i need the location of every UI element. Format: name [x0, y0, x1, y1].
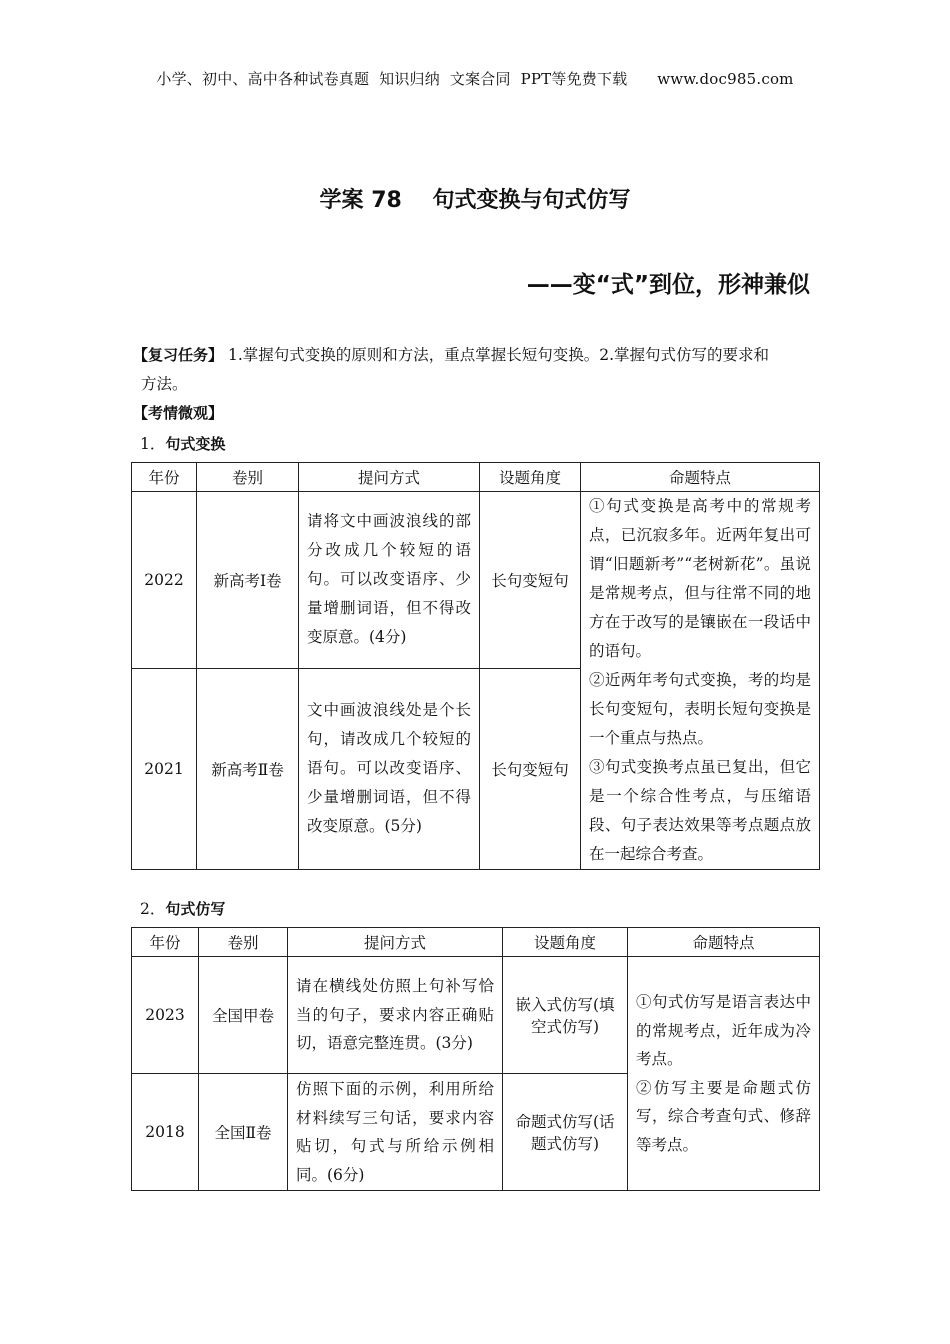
header-year: 年份: [132, 928, 199, 957]
feature-item: ②近两年考句式变换，考的均是长句变短句，表明长短句变换是一个重点与热点。: [589, 671, 811, 747]
cell-question: 请在横线处仿照上句补写恰当的句子，要求内容正确贴切，语意完整连贯。(3分): [288, 957, 503, 1074]
page-subtitle: ——变“式”到位，形神兼似: [526, 272, 810, 298]
feature-item: ③句式变换考点虽已复出，但它是一个综合性考点，与压缩语段、句子表达效果等考点题点放在一起综合考查。: [589, 758, 811, 863]
cell-angle: 长句变短句: [480, 668, 581, 869]
cell-paper: 全国甲卷: [199, 957, 288, 1074]
header-features: 命题特点: [581, 463, 820, 492]
cell-angle: 命题式仿写(话题式仿写): [503, 1074, 628, 1191]
sentence-imitation-table: [131, 927, 820, 1191]
section2-number: 2．: [140, 900, 166, 918]
header-question: 提问方式: [288, 928, 503, 957]
cell-year: 2022: [132, 492, 197, 669]
section1-number: 1．: [140, 435, 166, 453]
cell-features: [628, 957, 820, 1191]
cell-angle: 嵌入式仿写(填空式仿写): [503, 957, 628, 1074]
review-task-text: 1.掌握句式变换的原则和方法，重点掌握长短句变换。2.掌握句式仿写的要求和: [227, 346, 770, 364]
table-row: [132, 957, 820, 1074]
review-task-label: 【复习任务】: [133, 346, 224, 364]
page-header-banner: 小学、初中、高中各种试卷真题 知识归纳 文案合同 PPT等免费下载 www.doc985.com: [156, 70, 794, 88]
cell-paper: 全国Ⅱ卷: [199, 1074, 288, 1191]
feature-item: ①句式仿写是语言表达中的常规考点，近年成为冷考点。: [636, 993, 811, 1068]
cell-angle: 长句变短句: [480, 492, 581, 669]
table-row: [132, 492, 820, 669]
cell-year: 2021: [132, 668, 197, 869]
header-features: 命题特点: [628, 928, 820, 957]
section2-title: 句式仿写: [165, 900, 226, 918]
header-year: 年份: [132, 463, 197, 492]
header-angle: 设题角度: [480, 463, 581, 492]
feature-item: ①句式变换是高考中的常规考点，已沉寂多年。近两年复出可谓“旧题新考”“老树新花”。虽说是常规考点，但与往常不同的地方在于改写的是镶嵌在一段话中的语句。: [589, 497, 811, 660]
table-header-row: [132, 463, 820, 492]
cell-year: 2018: [132, 1074, 199, 1191]
header-paper: 卷别: [197, 463, 299, 492]
review-task: [133, 341, 823, 399]
cell-paper: 新高考Ⅱ卷: [197, 668, 299, 869]
sentence-transform-table: [131, 462, 820, 870]
cell-question: 请将文中画波浪线的部分改成几个较短的语句。可以改变语序、少量增删词语，但不得改变原意。(4分): [299, 492, 480, 669]
header-question: 提问方式: [299, 463, 480, 492]
page-title: 学案 78 句式变换与句式仿写: [319, 188, 631, 213]
header-paper: 卷别: [199, 928, 288, 957]
section2-heading: [140, 897, 225, 919]
cell-paper: 新高考Ⅰ卷: [197, 492, 299, 669]
exam-overview-label: 【考情微观】: [133, 404, 224, 422]
cell-question: 仿照下面的示例，利用所给材料续写三句话，要求内容贴切，句式与所给示例相同。(6分): [288, 1074, 503, 1191]
feature-item: ②仿写主要是命题式仿写，综合考查句式、修辞等考点。: [636, 1078, 811, 1154]
section1-heading: [140, 432, 225, 454]
review-task-text-cont: 方法。: [141, 375, 188, 393]
cell-year: 2023: [132, 957, 199, 1074]
cell-question: 文中画波浪线处是个长句，请改成几个较短的语句。可以改变语序、少量增删词语，但不得改变原意。(5分): [299, 668, 480, 869]
cell-features: [581, 492, 820, 870]
header-angle: 设题角度: [503, 928, 628, 957]
table-header-row: [132, 928, 820, 957]
section1-title: 句式变换: [165, 435, 226, 453]
